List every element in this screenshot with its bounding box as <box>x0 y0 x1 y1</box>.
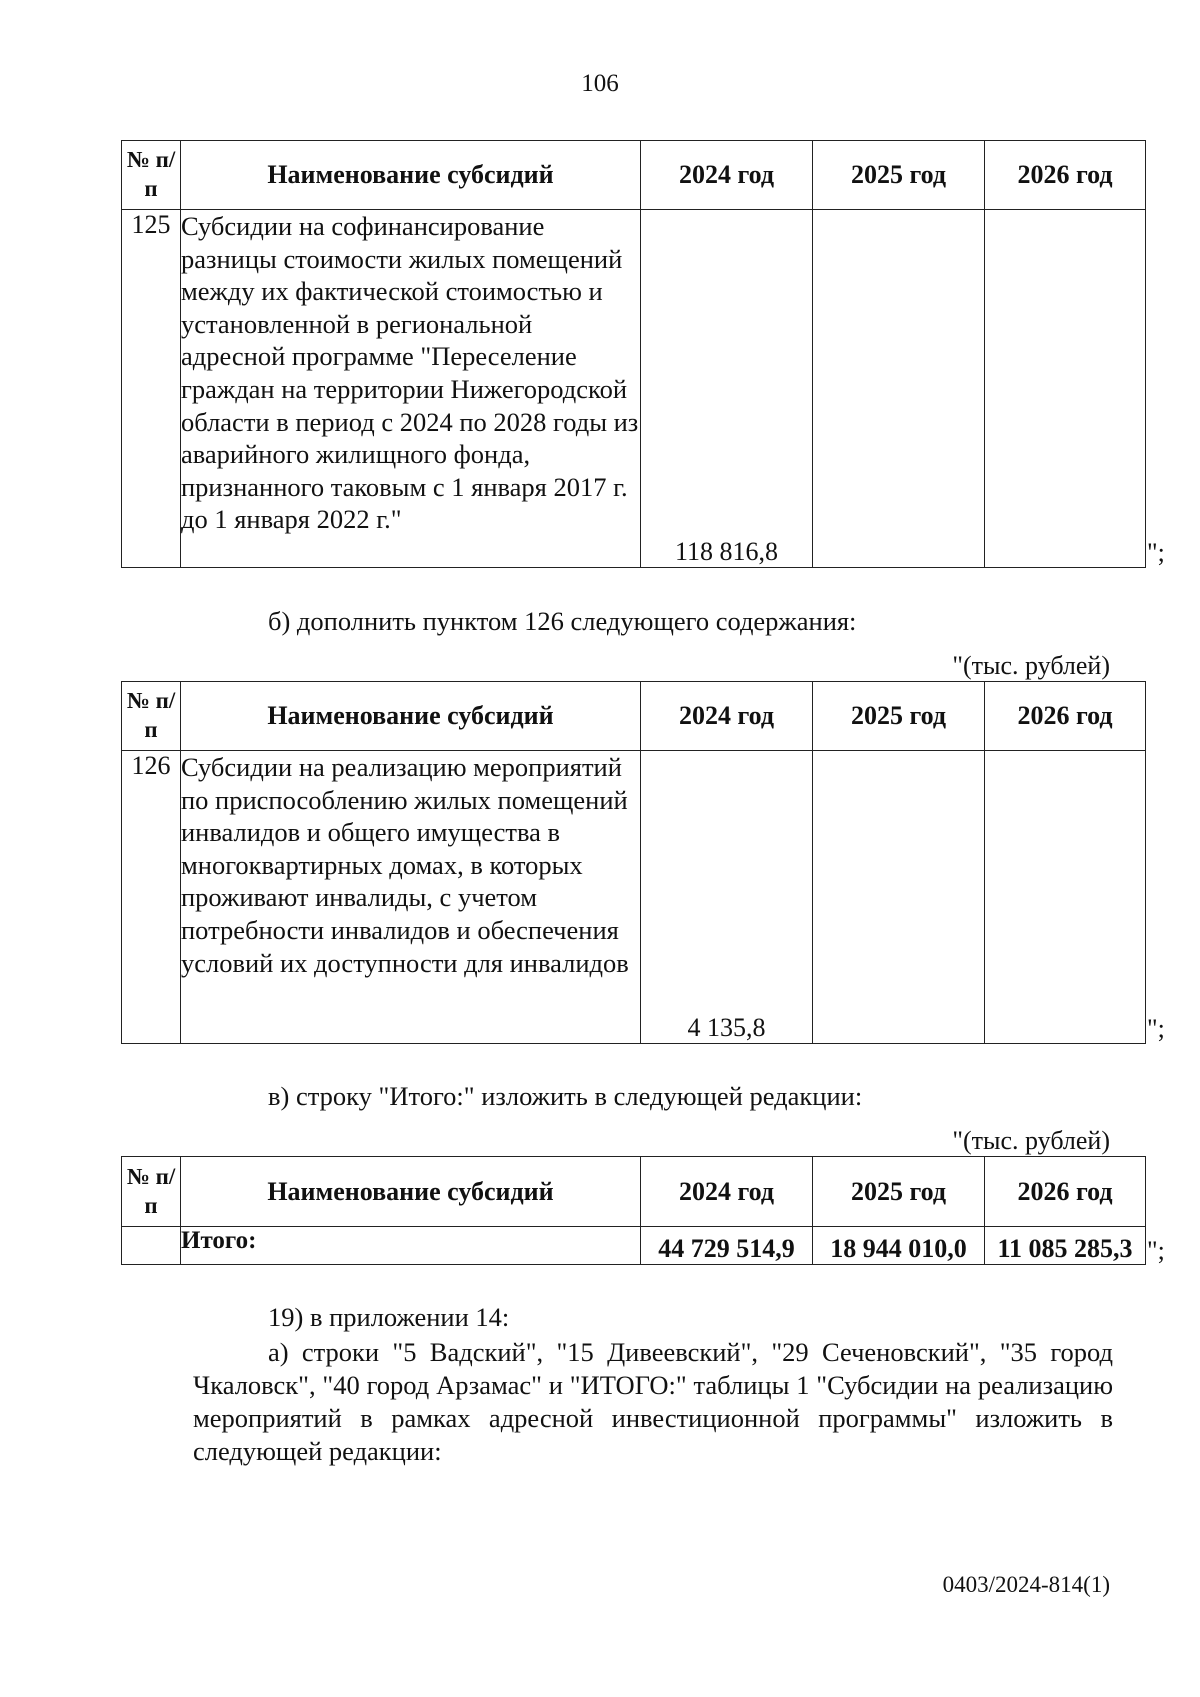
header-name: Наименование субсидий <box>181 141 641 210</box>
total-label: Итого: <box>181 1227 641 1265</box>
row-number: 125 <box>122 210 181 568</box>
row-value-2025 <box>813 751 985 1044</box>
paragraph-a <box>193 1336 1113 1468</box>
table-closing-quote: "; <box>1147 1014 1165 1043</box>
total-value-2025: 18 944 010,0 <box>813 1227 985 1265</box>
table-row <box>122 751 1146 1044</box>
header-2024: 2024 год <box>641 141 813 210</box>
table-row <box>122 210 1146 568</box>
row-value-2026 <box>985 210 1146 568</box>
header-name: Наименование субсидий <box>181 682 641 751</box>
row-number: 126 <box>122 751 181 1044</box>
header-2024: 2024 год <box>641 682 813 751</box>
subsidy-table-126 <box>121 681 1146 1044</box>
header-2024: 2024 год <box>641 1157 813 1227</box>
row-name: Субсидии на софинансирование разницы стоимости жилых помещений между их фактической стоимостью и установленной в региональной адресной программе "Переселение граждан на территории Нижегородской области в период с 2024 по 2028 годы из аварийного жилищного фонда, признанного таковым с 1 января 2017 г. до 1 января 2022 г." <box>181 210 641 568</box>
subsidy-total-table <box>121 1156 1146 1265</box>
total-value-2024: 44 729 514,9 <box>641 1227 813 1265</box>
row-name: Субсидии на реализацию мероприятий по приспособлению жилых помещений инвалидов и общего имущества в многоквартирных домах, в которых проживают инвалиды, с учетом потребности инвалидов и обеспечения условий их доступности для инвалидов <box>181 751 641 1044</box>
header-num: № п/п <box>122 682 181 751</box>
header-2025: 2025 год <box>813 682 985 751</box>
header-2026: 2026 год <box>985 141 1146 210</box>
table-header-row <box>122 682 1146 751</box>
header-num: № п/п <box>122 141 181 210</box>
item-19: 19) в приложении 14: <box>268 1302 510 1332</box>
table-header-row <box>122 1157 1146 1227</box>
unit-label: "(тыс. рублей) <box>952 1126 1110 1155</box>
header-2025: 2025 год <box>813 141 985 210</box>
table-closing-quote: "; <box>1147 538 1165 567</box>
paragraph-a-text: а) строки "5 Вадский", "15 Дивеевский", "29 Сеченовский", "35 город Чкаловск", "40 город Арзамас" и "ИТОГО:" таблицы 1 "Субсидии на реализацию мероприятий в рамках адресной инвестиционной программы" изложить в следующей редакции: <box>193 1337 1113 1466</box>
row-value-2024: 4 135,8 <box>641 751 813 1044</box>
table-closing-quote: "; <box>1147 1236 1165 1265</box>
subsidy-table-125 <box>121 140 1146 568</box>
total-row <box>122 1227 1146 1265</box>
row-value-2024: 118 816,8 <box>641 210 813 568</box>
row-number <box>122 1227 181 1265</box>
table-header-row <box>122 141 1146 210</box>
header-num: № п/п <box>122 1157 181 1227</box>
row-value-2026 <box>985 751 1146 1044</box>
total-value-2026: 11 085 285,3 <box>985 1227 1146 1265</box>
header-2026: 2026 год <box>985 682 1146 751</box>
header-2025: 2025 год <box>813 1157 985 1227</box>
document-code: 0403/2024-814(1) <box>942 1572 1110 1597</box>
page-number: 106 <box>581 70 619 97</box>
header-2026: 2026 год <box>985 1157 1146 1227</box>
paragraph-c: в) строку "Итого:" изложить в следующей редакции: <box>268 1081 863 1111</box>
header-name: Наименование субсидий <box>181 1157 641 1227</box>
paragraph-b: б) дополнить пунктом 126 следующего содержания: <box>268 606 857 636</box>
row-value-2025 <box>813 210 985 568</box>
unit-label: "(тыс. рублей) <box>952 651 1110 680</box>
